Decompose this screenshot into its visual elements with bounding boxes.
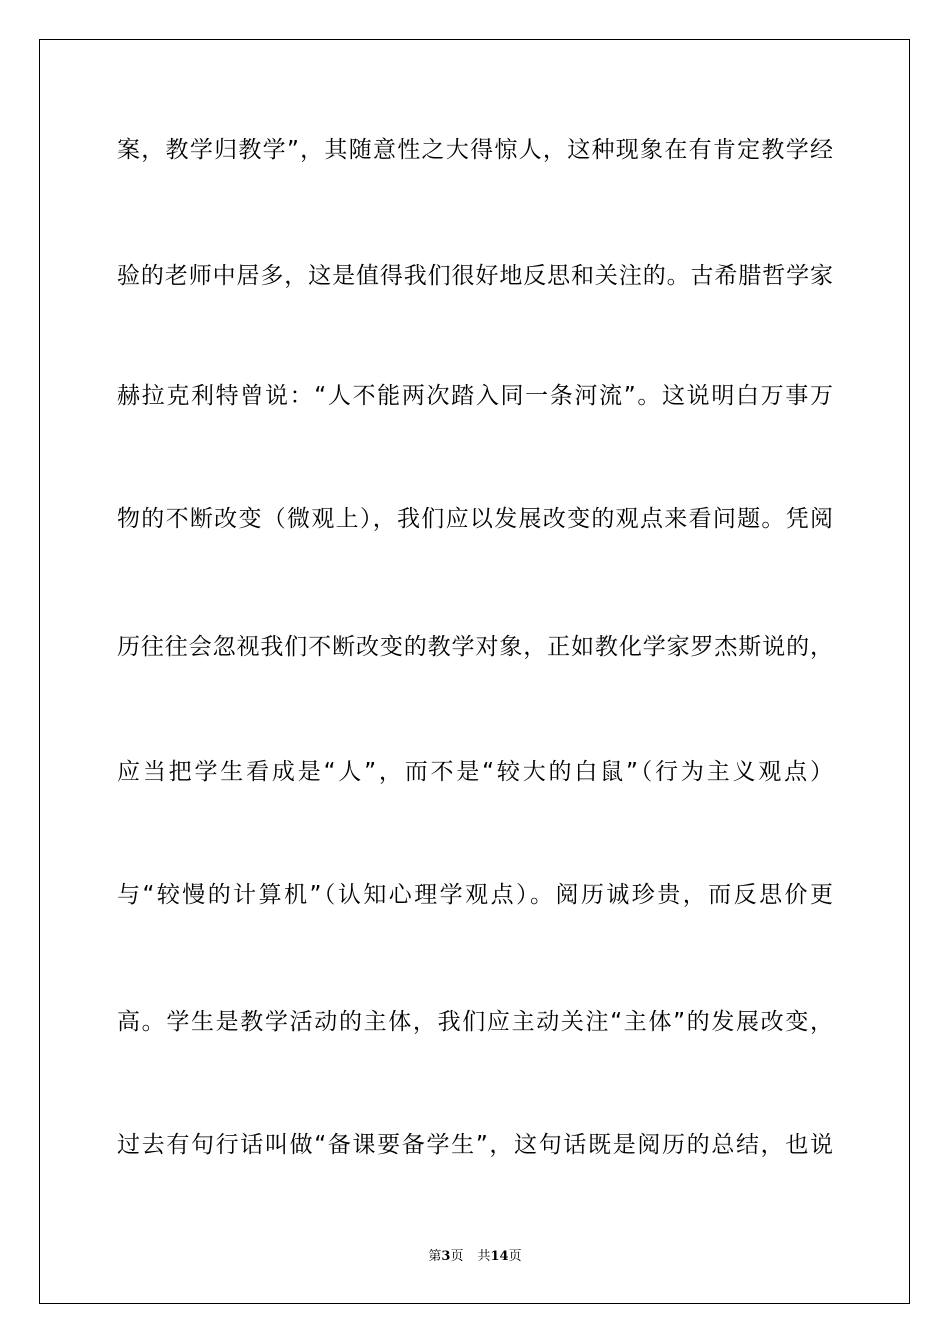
text-line-4: 物的不断改变（微观上），我们应以发展改变的观点来看问题。凭阅 <box>117 506 833 532</box>
text-line-9: 过去有句行话叫做“备课要备学生”，这句话既是阅历的总结，也说 <box>117 1132 833 1158</box>
text-line-3: 赫拉克利特曾说：“人不能两次踏入同一条河流”。这说明白万事万 <box>117 383 833 409</box>
text-line-2: 验的老师中居多，这是值得我们很好地反思和关注的。古希腊哲学家 <box>117 263 833 289</box>
page-number: 3 <box>441 1249 451 1264</box>
page-label-prefix: 第 <box>428 1249 442 1264</box>
text-line-8: 高。学生是教学活动的主体，我们应主动关注“主体”的发展改变， <box>117 1009 833 1035</box>
page-footer <box>0 1248 950 1266</box>
total-label-prefix: 共 <box>477 1249 491 1264</box>
page-border <box>39 39 910 1304</box>
text-line-5: 历往往会忽视我们不断改变的教学对象，正如教化学家罗杰斯说的， <box>117 634 833 660</box>
page-label-suffix: 页 <box>450 1249 464 1264</box>
total-label-suffix: 页 <box>508 1249 522 1264</box>
total-pages: 14 <box>490 1249 509 1264</box>
text-line-1: 案，教学归教学”，其随意性之大得惊人，这种现象在有肯定教学经 <box>117 137 833 163</box>
text-line-7: 与“较慢的计算机”（认知心理学观点）。阅历诚珍贵，而反思价更 <box>117 882 833 908</box>
text-line-6: 应当把学生看成是“人”，而不是“较大的白鼠”（行为主义观点） <box>117 759 833 785</box>
